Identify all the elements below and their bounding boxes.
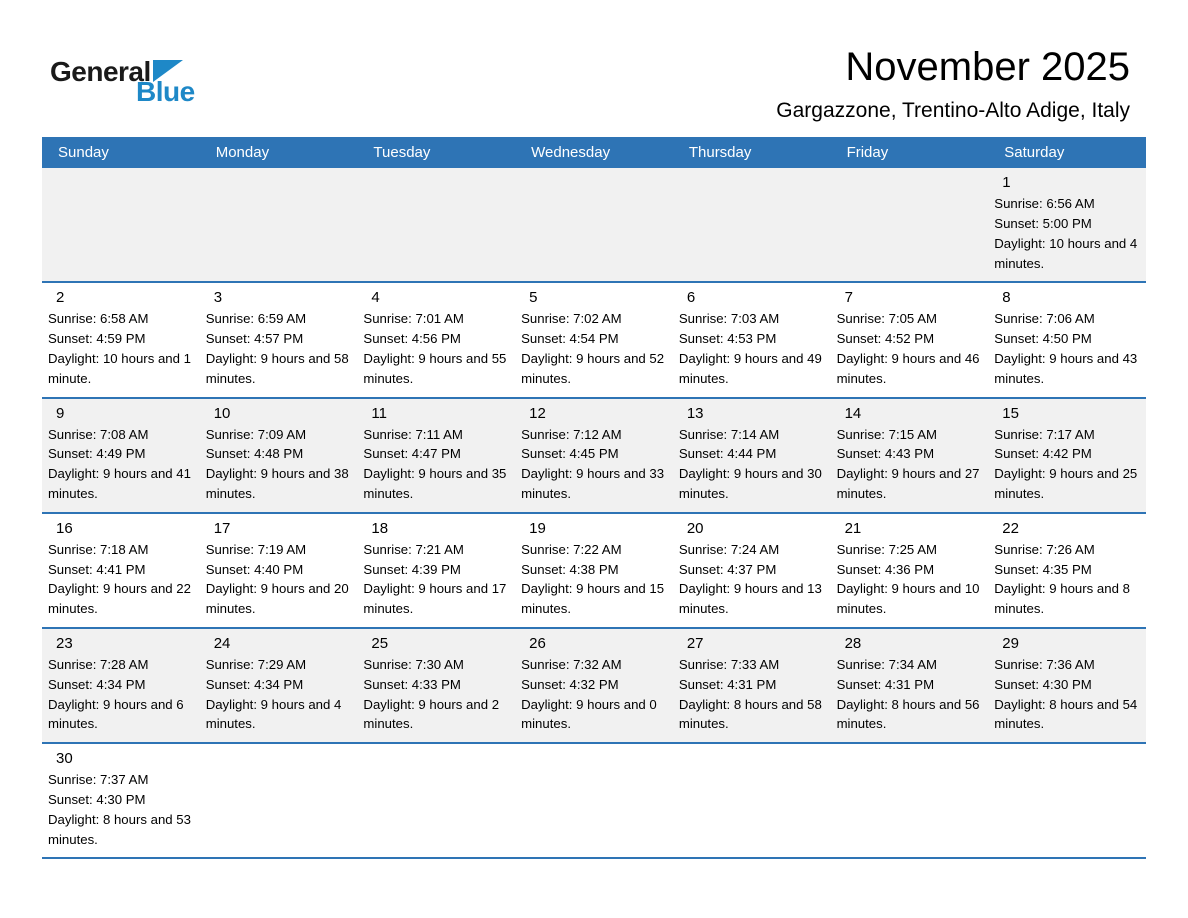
daylight-text: Daylight: 8 hours and 53 minutes. — [48, 811, 191, 847]
day-number: 9 — [56, 404, 65, 422]
day-number: 22 — [1002, 519, 1019, 537]
empty-day-cell — [988, 744, 1146, 857]
day-number: 17 — [213, 519, 231, 537]
daylight-text: Daylight: 8 hours and 58 minutes. — [678, 696, 822, 732]
day-cell-27 — [673, 629, 831, 742]
calendar — [42, 137, 1146, 859]
day-number: 30 — [56, 750, 73, 768]
sunset-text: Sunset: 4:34 PM — [205, 676, 304, 692]
day-number: 15 — [1002, 404, 1019, 422]
day-number: 19 — [529, 519, 546, 537]
day-cell-13 — [673, 399, 831, 512]
sunrise-text: Sunrise: 7:26 AM — [994, 541, 1095, 557]
page-subtitle: Gargazzone, Trentino-Alto Adige, Italy — [776, 99, 1130, 122]
sunset-text: Sunset: 4:54 PM — [521, 331, 619, 347]
sunset-text: Sunset: 4:38 PM — [521, 561, 619, 577]
day-number: 1 — [1002, 174, 1011, 192]
week-row-5 — [42, 627, 1146, 742]
sunrise-text: Sunrise: 7:22 AM — [521, 541, 622, 557]
sunrise-text: Sunrise: 6:56 AM — [994, 196, 1095, 212]
logo-text-general: General — [50, 56, 151, 87]
daylight-text: Daylight: 9 hours and 58 minutes. — [205, 350, 349, 386]
sunrise-text: Sunrise: 7:29 AM — [205, 656, 307, 672]
day-cell-11 — [357, 399, 515, 512]
daylight-text: Daylight: 9 hours and 41 minutes. — [48, 466, 191, 501]
day-cell-17 — [200, 514, 358, 627]
weekday-monday: Monday — [215, 144, 270, 162]
sunrise-text: Sunrise: 7:14 AM — [678, 426, 780, 442]
sunset-text: Sunset: 4:40 PM — [205, 561, 304, 577]
sunrise-text: Sunrise: 7:33 AM — [678, 656, 780, 672]
page-header — [0, 0, 1188, 133]
sunset-text: Sunset: 4:57 PM — [205, 331, 304, 347]
day-cell-1 — [988, 168, 1146, 281]
sunrise-text: Sunrise: 7:36 AM — [994, 656, 1095, 672]
sunset-text: Sunset: 4:47 PM — [363, 446, 461, 462]
sunrise-text: Sunrise: 7:03 AM — [678, 311, 780, 327]
sunset-text: Sunset: 4:44 PM — [678, 446, 777, 462]
daylight-text: Daylight: 9 hours and 15 minutes. — [521, 581, 665, 617]
day-cell-6 — [673, 283, 831, 396]
day-number: 16 — [56, 519, 73, 537]
sunrise-text: Sunrise: 7:12 AM — [521, 426, 622, 442]
empty-day-cell — [673, 744, 831, 857]
daylight-text: Daylight: 9 hours and 38 minutes. — [205, 466, 349, 501]
empty-day-cell — [831, 168, 989, 281]
day-cell-7 — [831, 283, 989, 396]
sunset-text: Sunset: 4:39 PM — [363, 561, 461, 577]
sunset-text: Sunset: 4:31 PM — [678, 676, 777, 692]
sunrise-text: Sunrise: 7:21 AM — [363, 541, 464, 557]
day-number: 7 — [844, 289, 853, 307]
day-cell-10 — [200, 399, 358, 512]
daylight-text: Daylight: 9 hours and 33 minutes. — [521, 466, 665, 501]
sunrise-text: Sunrise: 7:09 AM — [205, 426, 307, 442]
day-number: 25 — [371, 634, 389, 652]
empty-day-cell — [200, 744, 358, 857]
day-cell-22 — [988, 514, 1146, 627]
sunset-text: Sunset: 4:30 PM — [48, 791, 146, 807]
daylight-text: Daylight: 9 hours and 6 minutes. — [48, 696, 184, 732]
day-number: 2 — [56, 289, 65, 307]
daylight-text: Daylight: 9 hours and 30 minutes. — [678, 466, 822, 501]
sunset-text: Sunset: 4:42 PM — [994, 446, 1092, 462]
sunset-text: Sunset: 4:50 PM — [994, 331, 1092, 347]
daylight-text: Daylight: 8 hours and 56 minutes. — [836, 696, 980, 732]
sunrise-text: Sunrise: 7:06 AM — [994, 311, 1095, 327]
empty-day-cell — [831, 744, 989, 857]
week-row-4 — [42, 512, 1146, 627]
sunset-text: Sunset: 4:31 PM — [836, 676, 935, 692]
week-row-2 — [42, 281, 1146, 396]
sunrise-text: Sunrise: 7:28 AM — [48, 656, 149, 672]
day-number: 13 — [686, 404, 704, 422]
sunrise-text: Sunrise: 7:25 AM — [836, 541, 937, 557]
day-cell-15 — [988, 399, 1146, 512]
empty-day-cell — [515, 744, 673, 857]
sunrise-text: Sunrise: 6:59 AM — [205, 311, 307, 327]
day-number: 12 — [529, 404, 546, 422]
sunset-text: Sunset: 4:56 PM — [363, 331, 461, 347]
day-number: 18 — [371, 519, 389, 537]
sunrise-text: Sunrise: 7:24 AM — [678, 541, 780, 557]
day-number: 21 — [844, 519, 862, 537]
day-cell-25 — [357, 629, 515, 742]
weekday-friday: Friday — [846, 144, 889, 162]
day-cell-8 — [988, 283, 1146, 396]
sunset-text: Sunset: 4:33 PM — [363, 676, 461, 692]
sunrise-text: Sunrise: 7:18 AM — [48, 541, 149, 557]
empty-day-cell — [357, 744, 515, 857]
calendar-weeks — [42, 168, 1146, 859]
day-cell-19 — [515, 514, 673, 627]
day-number: 23 — [56, 634, 73, 652]
day-cell-20 — [673, 514, 831, 627]
day-cell-12 — [515, 399, 673, 512]
week-row-6 — [42, 742, 1146, 857]
empty-day-cell — [357, 168, 515, 281]
day-number: 14 — [844, 404, 862, 422]
day-cell-29 — [988, 629, 1146, 742]
empty-day-cell — [515, 168, 673, 281]
sunrise-text: Sunrise: 7:34 AM — [836, 656, 937, 672]
weekday-header-row — [42, 137, 1146, 168]
daylight-text: Daylight: 9 hours and 17 minutes. — [363, 581, 507, 617]
day-cell-23 — [42, 629, 200, 742]
week-row-3 — [42, 397, 1146, 512]
daylight-text: Daylight: 9 hours and 46 minutes. — [836, 350, 980, 386]
day-number: 11 — [371, 404, 387, 422]
daylight-text: Daylight: 9 hours and 52 minutes. — [521, 350, 665, 386]
week-row-1 — [42, 168, 1146, 281]
day-cell-3 — [200, 283, 358, 396]
sunrise-text: Sunrise: 7:32 AM — [521, 656, 622, 672]
daylight-text: Daylight: 10 hours and 4 minutes. — [994, 235, 1138, 271]
sunset-text: Sunset: 4:49 PM — [48, 446, 146, 462]
sunrise-text: Sunrise: 7:05 AM — [836, 311, 937, 327]
daylight-text: Daylight: 9 hours and 4 minutes. — [205, 696, 342, 732]
sunrise-text: Sunrise: 6:58 AM — [48, 311, 149, 327]
daylight-text: Daylight: 9 hours and 35 minutes. — [363, 466, 507, 501]
weekday-saturday: Saturday — [1004, 144, 1065, 162]
daylight-text: Daylight: 9 hours and 8 minutes. — [994, 581, 1130, 617]
sunset-text: Sunset: 4:53 PM — [678, 331, 777, 347]
sunset-text: Sunset: 4:41 PM — [48, 561, 146, 577]
sunset-text: Sunset: 4:43 PM — [836, 446, 935, 462]
day-cell-30 — [42, 744, 200, 857]
sunrise-text: Sunrise: 7:19 AM — [205, 541, 307, 557]
weekday-thursday: Thursday — [688, 144, 752, 162]
daylight-text: Daylight: 9 hours and 49 minutes. — [678, 350, 822, 386]
day-number: 8 — [1002, 289, 1011, 307]
daylight-text: Daylight: 9 hours and 27 minutes. — [836, 466, 980, 501]
weekday-wednesday: Wednesday — [531, 144, 611, 162]
logo-text-blue: Blue — [136, 76, 195, 107]
sunset-text: Sunset: 4:30 PM — [994, 676, 1092, 692]
sunset-text: Sunset: 4:59 PM — [48, 331, 146, 347]
empty-day-cell — [200, 168, 358, 281]
day-cell-24 — [200, 629, 358, 742]
day-number: 26 — [529, 634, 546, 652]
sunrise-text: Sunrise: 7:15 AM — [836, 426, 937, 442]
daylight-text: Daylight: 9 hours and 25 minutes. — [994, 466, 1138, 501]
weekday-tuesday: Tuesday — [373, 144, 431, 162]
day-cell-28 — [831, 629, 989, 742]
day-number: 27 — [686, 634, 704, 652]
day-number: 28 — [844, 634, 862, 652]
weekday-sunday: Sunday — [58, 144, 109, 162]
day-number: 20 — [686, 519, 704, 537]
sunset-text: Sunset: 4:48 PM — [205, 446, 304, 462]
sunset-text: Sunset: 4:37 PM — [678, 561, 777, 577]
sunset-text: Sunset: 4:35 PM — [994, 561, 1092, 577]
daylight-text: Daylight: 9 hours and 22 minutes. — [48, 581, 191, 617]
sunrise-text: Sunrise: 7:02 AM — [521, 311, 622, 327]
sunrise-text: Sunrise: 7:08 AM — [48, 426, 149, 442]
sunrise-text: Sunrise: 7:01 AM — [363, 311, 464, 327]
day-cell-9 — [42, 399, 200, 512]
sunset-text: Sunset: 5:00 PM — [994, 215, 1092, 231]
sunset-text: Sunset: 4:32 PM — [521, 676, 619, 692]
sunset-text: Sunset: 4:52 PM — [836, 331, 935, 347]
day-number: 6 — [686, 289, 696, 307]
daylight-text: Daylight: 9 hours and 13 minutes. — [678, 581, 822, 617]
sunrise-text: Sunrise: 7:17 AM — [994, 426, 1095, 442]
day-cell-5 — [515, 283, 673, 396]
sunset-text: Sunset: 4:36 PM — [836, 561, 935, 577]
sunset-text: Sunset: 4:45 PM — [521, 446, 619, 462]
day-number: 10 — [213, 404, 231, 422]
day-cell-18 — [357, 514, 515, 627]
sunrise-text: Sunrise: 7:30 AM — [363, 656, 464, 672]
daylight-text: Daylight: 10 hours and 1 minute. — [48, 350, 191, 386]
day-cell-26 — [515, 629, 673, 742]
daylight-text: Daylight: 9 hours and 55 minutes. — [363, 350, 507, 386]
sunrise-text: Sunrise: 7:37 AM — [48, 772, 149, 788]
empty-day-cell — [673, 168, 831, 281]
day-cell-2 — [42, 283, 200, 396]
daylight-text: Daylight: 9 hours and 0 minutes. — [521, 696, 657, 732]
title-block — [776, 44, 1146, 123]
day-number: 24 — [213, 634, 231, 652]
day-number: 5 — [529, 289, 538, 307]
day-cell-16 — [42, 514, 200, 627]
general-blue-logo — [50, 44, 195, 106]
daylight-text: Daylight: 9 hours and 20 minutes. — [205, 581, 349, 617]
page-title: November 2025 — [845, 45, 1130, 89]
day-cell-4 — [357, 283, 515, 396]
day-number: 29 — [1002, 634, 1019, 652]
day-cell-14 — [831, 399, 989, 512]
daylight-text: Daylight: 9 hours and 10 minutes. — [836, 581, 980, 617]
day-number: 4 — [371, 289, 380, 307]
daylight-text: Daylight: 8 hours and 54 minutes. — [994, 696, 1138, 732]
daylight-text: Daylight: 9 hours and 2 minutes. — [363, 696, 500, 732]
sunset-text: Sunset: 4:34 PM — [48, 676, 146, 692]
daylight-text: Daylight: 9 hours and 43 minutes. — [994, 350, 1138, 386]
day-cell-21 — [831, 514, 989, 627]
empty-day-cell — [42, 168, 200, 281]
day-number: 3 — [213, 289, 223, 307]
sunrise-text: Sunrise: 7:11 AM — [363, 426, 463, 442]
